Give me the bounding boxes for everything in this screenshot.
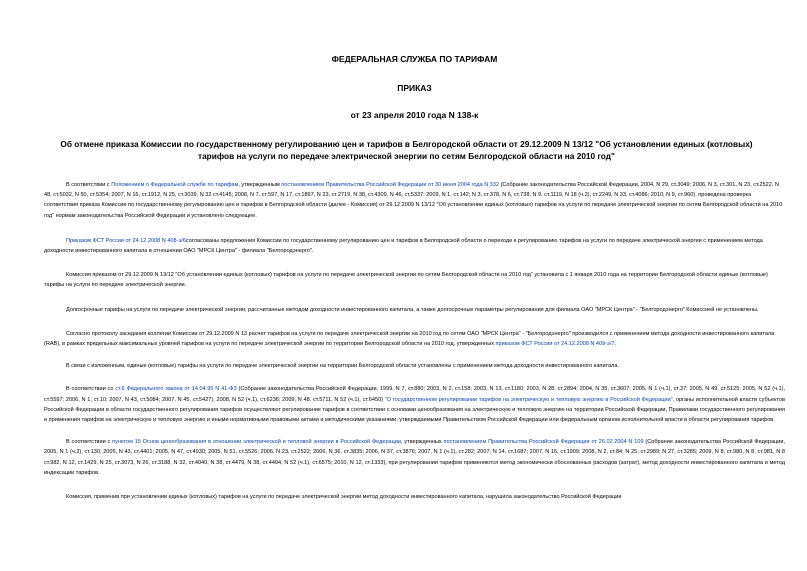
link-fst-order-409[interactable]: приказом ФСТ России от 24.12.2008 N 409-э/7: [495, 341, 615, 348]
p5-text-2: .: [614, 341, 617, 348]
paragraph-8: [44, 437, 785, 478]
paragraph-2: [44, 236, 785, 256]
document-title: Об отмене приказа Комиссии по государственному регулированию цен и тарифов в Белгородской области от 29.12.2009 N 13/12 "Об установлении единых (котловых) тарифов на услуги по передаче электрической энергии по сетям Белгородской области на 2010 год": [60, 139, 753, 161]
p7-text-2: (Собрание законодательства Российской Федерации, 1999, N 7, ст.880; 2003, N 2, ст.158; 2003, N 13, ст.1180; 2003, N 28, ст.2894; 2004, N 35, ст.3607; 2005, N 1 (ч.1), ст.37; 2005, N 49, ст.5125; 2005, N 52 (ч.1), ст.5597; 2006, N 1, ст.10; 2007, N 43, ст.5084; 2007, N 45, ст.5427); 2008, N 52 (ч.1), ст.6236; 2009, N 48, ст.5711, N 52 (ч.1), ст.6450): [44, 386, 786, 403]
paragraph-1: [44, 180, 785, 221]
paragraph-7: [44, 384, 785, 425]
link-pricing-basics-item15[interactable]: пунктом 15 Основ ценообразования в отношении электрической и тепловой энергии в Российской Федерации: [112, 439, 401, 446]
p1-text-1: В соответствии с: [66, 182, 112, 188]
paragraph-4: Долгосрочные тарифы на услуги по передаче электрической энергии, рассчитанные методом доходности инвестированного капитала, а также долгосрочные параметры регулирования для филиала ОАО "МРСК Центра" - "Белгородэнерго" Комиссией не установлены.: [66, 306, 759, 313]
link-fst-order-408[interactable]: Приказом ФСТ России от 24.12.2008 N 408-э/6: [66, 237, 186, 244]
p2-text-1: согласованы предложения Комиссии по государственному регулированию цен и тарифов в Белгородской области о переходе к регулированию тарифов на услуги по передаче электрической энергии с применением метода доходности инвестированного капитала в отношении ОАО "МРСК Центра" - филиала "Белгородэнерго".: [44, 237, 763, 255]
p8-text-1: В соответствии с: [66, 439, 113, 446]
link-government-decree-332[interactable]: постановлением Правительства Российской Федерации от 30 июня 2004 года N 332: [281, 182, 500, 188]
link-federal-law-41fz-title[interactable]: "О государственном регулировании тарифов на электрическую и тепловую энергию в Российской Федерации": [384, 396, 673, 403]
agency-heading: ФЕДЕРАЛЬНАЯ СЛУЖБА ПО ТАРИФАМ: [331, 54, 498, 64]
p8-text-2: , утвержденных: [401, 439, 444, 446]
p8-text-3: (Собрание законодательства Российской Федерации, 2005, N 1 (ч.2), ст.130; 2005, N 43, ст.4401; 2005, N 47, ст.4930; 2005, N 51, ст.5526; 2006, N 23, ст.2522; 2006, N 36, ст.3835; 2006, N 37, ст.3876; 2007, N 1 (ч.1), ст.282; 2007, N 14, ст.1687; 2007, N 16, ст.1909; 2008, N 2, ст.84; N 25, ст.2989; N 27, ст.3285; 2009, N 8, ст.980, N 8, ст.981, N 8 ст.982, N 12, ст.1429, N 25, ст.3073, N 26, ст.3188, N 32, ст.4040, N 38, ст.4479, N 38, ст.4494, N 52 (ч.1), ст.6575; 2010, N 12, ст.1333), при регулировании тарифов применяются метод экономически обоснованных расходов (затрат), метод доходности инвестированного капитала и метод индексации тарифов.: [44, 439, 785, 476]
document-date-number: от 23 апреля 2010 года N 138-к: [350, 110, 479, 120]
link-government-decree-109[interactable]: постановлением Правительства Российской Федерации от 26.02.2004 N 109: [443, 439, 644, 446]
p5-text-1: Согласно протоколу заседания коллегии Комиссии от 29.12.2009 N 13 расчет тарифов на услуги по передаче электрической энергии на 2010 год по сетям ОАО "МРСК Центра" - "Белгородэнерго" производился с применением метода доходности инвестированного капитала (RAB), в рамках предельных максимальных уровней тарифов на услуги по передаче электрической энергии по территории Белгородской области на 2010 год, утвержденных: [44, 330, 775, 348]
paragraph-3: Комиссия приказом от 29.12.2009 N 13/12 "Об установлении единых (котловых) тарифов на услуги по передаче электрической энергии по сетям Белгородской области на 2010 год" установила с 1 января 2010 года на территории Белгородской области единые (котловые) тарифы на услуги по передаче электрической энергии.: [44, 272, 768, 289]
p1-text-3: (Собрание законодательства Российской Федерации, 2004, N 29, ст.3049; 2006, N 3, ст.301, N 23, ст.2522, N 48, ст.5032, N 50, ст.5354; 2007, N 16, ст.1912, N 25, ст.3039, N 32 ст.4145; 2008, N 7, ст.597, N 17, ст.1897, N 23, ст.2719, N 38, ст.4309, N 46, ст.5337; 2009, N 1, ст.142; N 3, ст.378, N 6, ст.738, N 9, ст.1119, N 18 (ч.2), ст.2249, N 33, ст.4086; 2010, N 9, ст.960), проведена проверка соответствия приказа Комиссии по государственному регулированию цен и тарифов в Белгородской области (далее - Комиссия) от 29.12.2009 N 13/12 "Об установлении единых (котловых) тарифов на услуги по передаче электрической энергии по сетям Белгородской области на 2010 год" нормам законодательства Российской Федерации и установлено следующее.: [44, 182, 783, 219]
paragraph-5: [44, 329, 785, 349]
link-federal-law-41fz-article6[interactable]: ст.6 Федерального закона от 14.04.95 N 41-ФЗ: [115, 386, 237, 393]
document-type-heading: ПРИКАЗ: [397, 83, 432, 93]
p1-text-2: , утвержденным: [238, 182, 282, 188]
paragraph-6: В связи с изложенным, единые (котловые) тарифы на услуги по передаче электрической энергии на территории Белгородской области установлены с применением метода доходности инвестированного капитала.: [66, 363, 619, 370]
p7-text-3: , органы исполнительной власти субъектов Российской Федерации в области государственного регулирования тарифов осуществляют регулирование тарифов в соответствии с основами ценообразования на электрическую и тепловую энергию на территории Российской Федерации, Правилами государственного регулирования и применения тарифов на электрическую и тепловую энергию и иными нормативными правовыми актами и методическими указаниями, утверждаемыми Правительством Российской Федерации или федеральным органом исполнительной власти в области регулирования тарифов.: [44, 396, 786, 424]
paragraph-9: Комиссия, применив при установлении единых (котловых) тарифов на услуги по передаче электрической энергии метод доходности инвестированного капитала, нарушила законодательство Российской Федерации: [66, 494, 622, 501]
link-fst-regulation[interactable]: Положением о Федеральной службе по тарифам: [111, 182, 239, 188]
p7-text-1: В соответствии со: [66, 386, 116, 393]
